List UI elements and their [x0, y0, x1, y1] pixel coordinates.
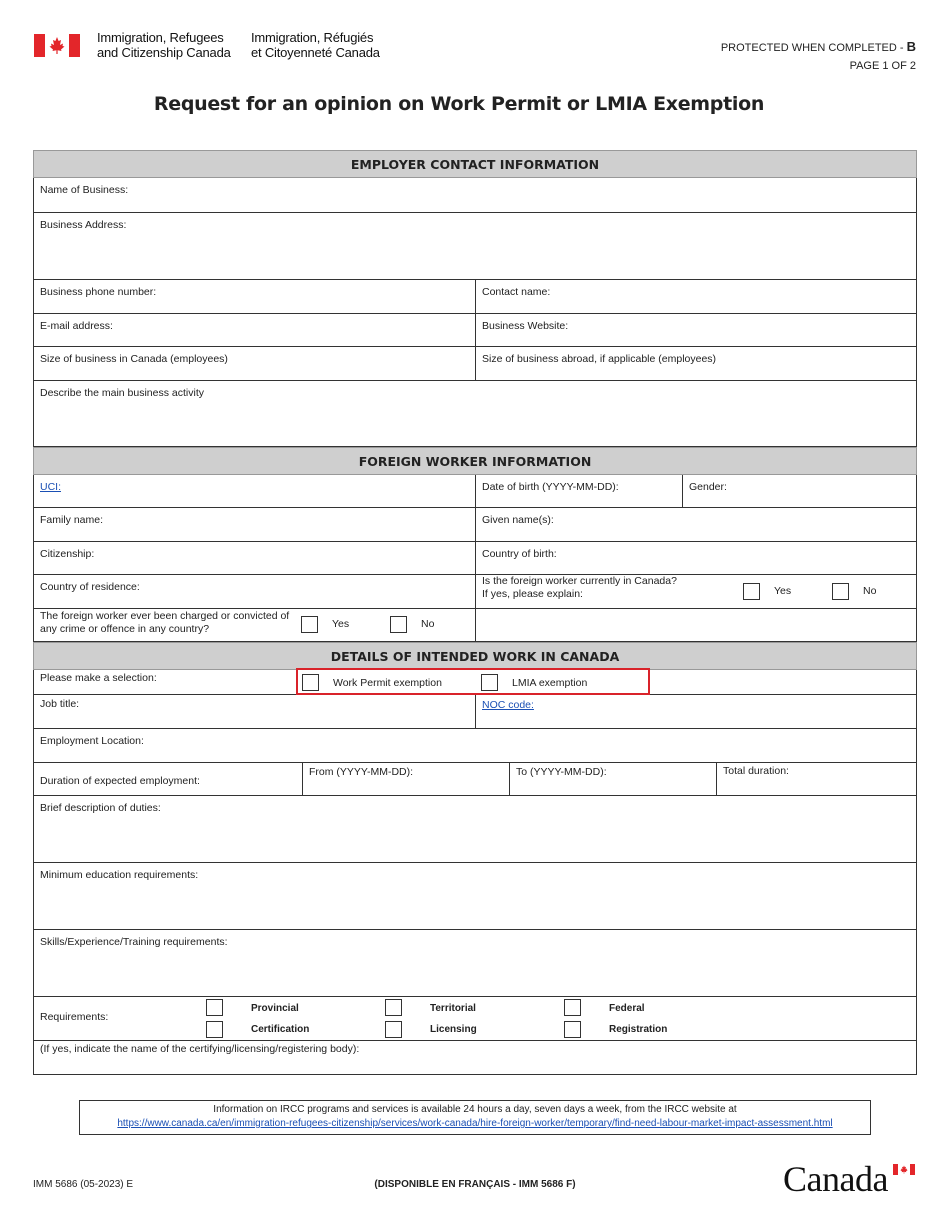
ircc-info-box [79, 1100, 871, 1135]
dept-en-line1: Immigration, Refugees [97, 30, 224, 45]
field-uci[interactable] [34, 475, 475, 507]
work-permit-exemption-label: Work Permit exemption [333, 676, 442, 689]
label-certification: Certification [251, 1023, 310, 1035]
label-duration: Duration of expected employment: [40, 775, 200, 787]
field-given-names[interactable] [475, 508, 916, 541]
label-email: E-mail address: [40, 320, 113, 332]
label-convicted-line1: The foreign worker ever been charged or convicted of [40, 610, 290, 622]
dept-en-line2: and Citizenship Canada [97, 45, 231, 60]
field-country-of-birth[interactable] [475, 542, 916, 574]
field-citizenship[interactable] [34, 542, 475, 574]
row-names [33, 508, 917, 542]
label-requirements: Requirements: [40, 1011, 109, 1023]
label-provincial: Provincial [251, 1002, 299, 1014]
work-permit-exemption-checkbox[interactable] [302, 674, 319, 691]
label-main-activity: Describe the main business activity [40, 387, 204, 399]
department-name-en [97, 30, 231, 60]
field-contact-name[interactable] [475, 280, 916, 313]
dept-fr-line1: Immigration, Réfugiés [251, 30, 374, 45]
label-country-of-residence: Country of residence: [40, 581, 140, 593]
field-website[interactable] [475, 314, 916, 346]
in-canada-yes-checkbox[interactable] [743, 583, 760, 600]
field-business-address[interactable] [34, 213, 916, 279]
field-country-of-residence[interactable] [34, 575, 475, 608]
row-business-size [33, 347, 917, 381]
field-dob[interactable] [475, 475, 682, 507]
field-size-abroad[interactable] [475, 347, 916, 380]
dept-fr-line2: et Citoyenneté Canada [251, 45, 380, 60]
row-citizenship [33, 542, 917, 575]
work-permit-exemption-option[interactable] [302, 674, 442, 691]
canada-wordmark: Canada [783, 1159, 888, 1199]
field-certifying-body[interactable] [34, 1041, 916, 1074]
label-size-abroad: Size of business abroad, if applicable (employees) [482, 353, 717, 365]
label-selection: Please make a selection: [40, 672, 157, 684]
ircc-website-link[interactable]: https://www.canada.ca/en/immigration-refugees-citizenship/services/work-canada/hire-foreign-worker/temporary/find-need-labour-market-impact-assessment.html [117, 1118, 833, 1129]
convicted-no-label: No [421, 618, 435, 630]
label-website: Business Website: [482, 320, 569, 332]
field-size-canada[interactable] [34, 347, 475, 380]
label-convicted-line2: any crime or offence in any country? [40, 623, 210, 635]
lmia-exemption-option[interactable] [481, 674, 587, 691]
field-from-date[interactable] [302, 763, 509, 795]
noc-code-link[interactable]: NOC code: [482, 699, 534, 711]
label-federal: Federal [609, 1002, 645, 1014]
label-family-name: Family name: [40, 514, 104, 526]
protected-label [721, 39, 916, 54]
row-requirements [33, 997, 917, 1041]
field-employment-location[interactable] [34, 729, 916, 762]
row-email-website [33, 314, 917, 347]
section-employer-heading: EMPLOYER CONTACT INFORMATION [33, 150, 917, 178]
row-uci-dob-gender [33, 475, 917, 508]
field-email[interactable] [34, 314, 475, 346]
row-selection [33, 670, 917, 695]
row-certifying-body [33, 1041, 917, 1075]
department-name-fr [251, 30, 380, 60]
federal-registration-checkbox-2[interactable] [564, 1021, 581, 1038]
label-size-canada: Size of business in Canada (employees) [40, 353, 228, 365]
row-duration [33, 763, 917, 796]
field-business-phone[interactable] [34, 280, 475, 313]
form-id: IMM 5686 (05-2023) E [33, 1179, 134, 1190]
field-name-of-business[interactable] [34, 178, 916, 212]
field-skills[interactable] [34, 930, 916, 996]
field-total-duration[interactable] [716, 763, 916, 795]
row-convicted [33, 609, 917, 642]
label-business-address: Business Address: [40, 219, 127, 231]
wordmark-flag-icon [893, 1164, 915, 1175]
row-skills [33, 930, 917, 997]
federal-registration-checkbox-1[interactable] [564, 999, 581, 1016]
label-country-of-birth: Country of birth: [482, 548, 557, 560]
provincial-certification-checkbox-1[interactable] [206, 999, 223, 1016]
label-business-phone: Business phone number: [40, 286, 157, 298]
canada-flag-icon [34, 34, 80, 57]
in-canada-no-option[interactable] [832, 583, 876, 600]
row-location [33, 729, 917, 763]
territorial-licensing-checkbox-2[interactable] [385, 1021, 402, 1038]
label-education: Minimum education requirements: [40, 869, 199, 881]
label-territorial: Territorial [430, 1002, 476, 1014]
label-contact-name: Contact name: [482, 286, 551, 298]
in-canada-no-label: No [863, 585, 877, 597]
field-convicted [34, 609, 475, 641]
label-in-canada-line2: If yes, please explain: [482, 588, 583, 600]
row-education [33, 863, 917, 930]
section-worker-heading: FOREIGN WORKER INFORMATION [33, 447, 917, 475]
label-licensing: Licensing [430, 1023, 477, 1035]
row-phone-contact [33, 280, 917, 314]
field-gender[interactable] [682, 475, 916, 507]
label-gender: Gender: [689, 481, 727, 493]
label-employment-location: Employment Location: [40, 735, 144, 747]
provincial-certification-option[interactable] [206, 999, 309, 1038]
protected-level: B [906, 39, 916, 54]
in-canada-no-checkbox[interactable] [832, 583, 849, 600]
label-name-of-business: Name of Business: [40, 184, 129, 196]
label-registration: Registration [609, 1023, 668, 1035]
federal-registration-option[interactable] [564, 999, 667, 1038]
convicted-yes-checkbox[interactable] [301, 616, 318, 633]
field-to-date[interactable] [509, 763, 716, 795]
label-to-date: To (YYYY-MM-DD): [516, 766, 607, 778]
uci-link[interactable]: UCI: [40, 481, 61, 493]
row-duties [33, 796, 917, 863]
territorial-licensing-option[interactable] [385, 999, 477, 1038]
convicted-no-checkbox[interactable] [390, 616, 407, 633]
row-business-address [33, 213, 917, 280]
label-total-duration: Total duration: [723, 765, 789, 777]
lmia-exemption-label: LMIA exemption [512, 676, 588, 689]
convicted-yes-option[interactable] [301, 616, 349, 633]
in-canada-yes-option[interactable] [743, 583, 791, 600]
row-residence [33, 575, 917, 609]
row-job [33, 695, 917, 729]
french-version-note: (DISPONIBLE EN FRANÇAIS - IMM 5686 F) [374, 1179, 576, 1190]
request-form [33, 150, 917, 1075]
label-skills: Skills/Experience/Training requirements: [40, 936, 228, 948]
field-duties[interactable] [34, 796, 916, 862]
territorial-licensing-checkbox-1[interactable] [385, 999, 402, 1016]
provincial-certification-checkbox-2[interactable] [206, 1021, 223, 1038]
label-certifying-body: (If yes, indicate the name of the certifying/licensing/registering body): [40, 1043, 360, 1055]
convicted-no-option[interactable] [390, 616, 434, 633]
lmia-exemption-checkbox[interactable] [481, 674, 498, 691]
field-in-canada [475, 575, 916, 608]
info-text: Information on IRCC programs and services is available 24 hours a day, seven days a week, from the IRCC website at [213, 1104, 737, 1115]
section-work-heading: DETAILS OF INTENDED WORK IN CANADA [33, 642, 917, 670]
label-from-date: From (YYYY-MM-DD): [309, 766, 414, 778]
protected-text: PROTECTED WHEN COMPLETED - [720, 42, 907, 54]
field-convicted-explain[interactable] [475, 609, 916, 641]
field-job-title[interactable] [34, 695, 475, 728]
convicted-yes-label: Yes [332, 618, 350, 630]
field-duration [34, 763, 302, 795]
row-main-activity [33, 381, 917, 447]
row-business-name [33, 178, 917, 213]
label-citizenship: Citizenship: [40, 548, 95, 560]
page-title: Request for an opinion on Work Permit or LMIA Exemption [153, 93, 765, 115]
field-requirements [34, 997, 916, 1040]
in-canada-yes-label: Yes [774, 585, 792, 597]
label-given-names: Given name(s): [482, 514, 554, 526]
label-dob: Date of birth (YYYY-MM-DD): [482, 481, 619, 493]
label-duties: Brief description of duties: [40, 802, 161, 814]
field-family-name[interactable] [34, 508, 475, 541]
page-number: PAGE 1 OF 2 [849, 60, 916, 72]
field-noc-code[interactable] [475, 695, 916, 728]
field-selection [34, 670, 916, 694]
field-main-activity[interactable] [34, 381, 916, 446]
field-education[interactable] [34, 863, 916, 929]
label-in-canada-line1: Is the foreign worker currently in Canada? [482, 575, 677, 587]
label-job-title: Job title: [40, 698, 80, 710]
